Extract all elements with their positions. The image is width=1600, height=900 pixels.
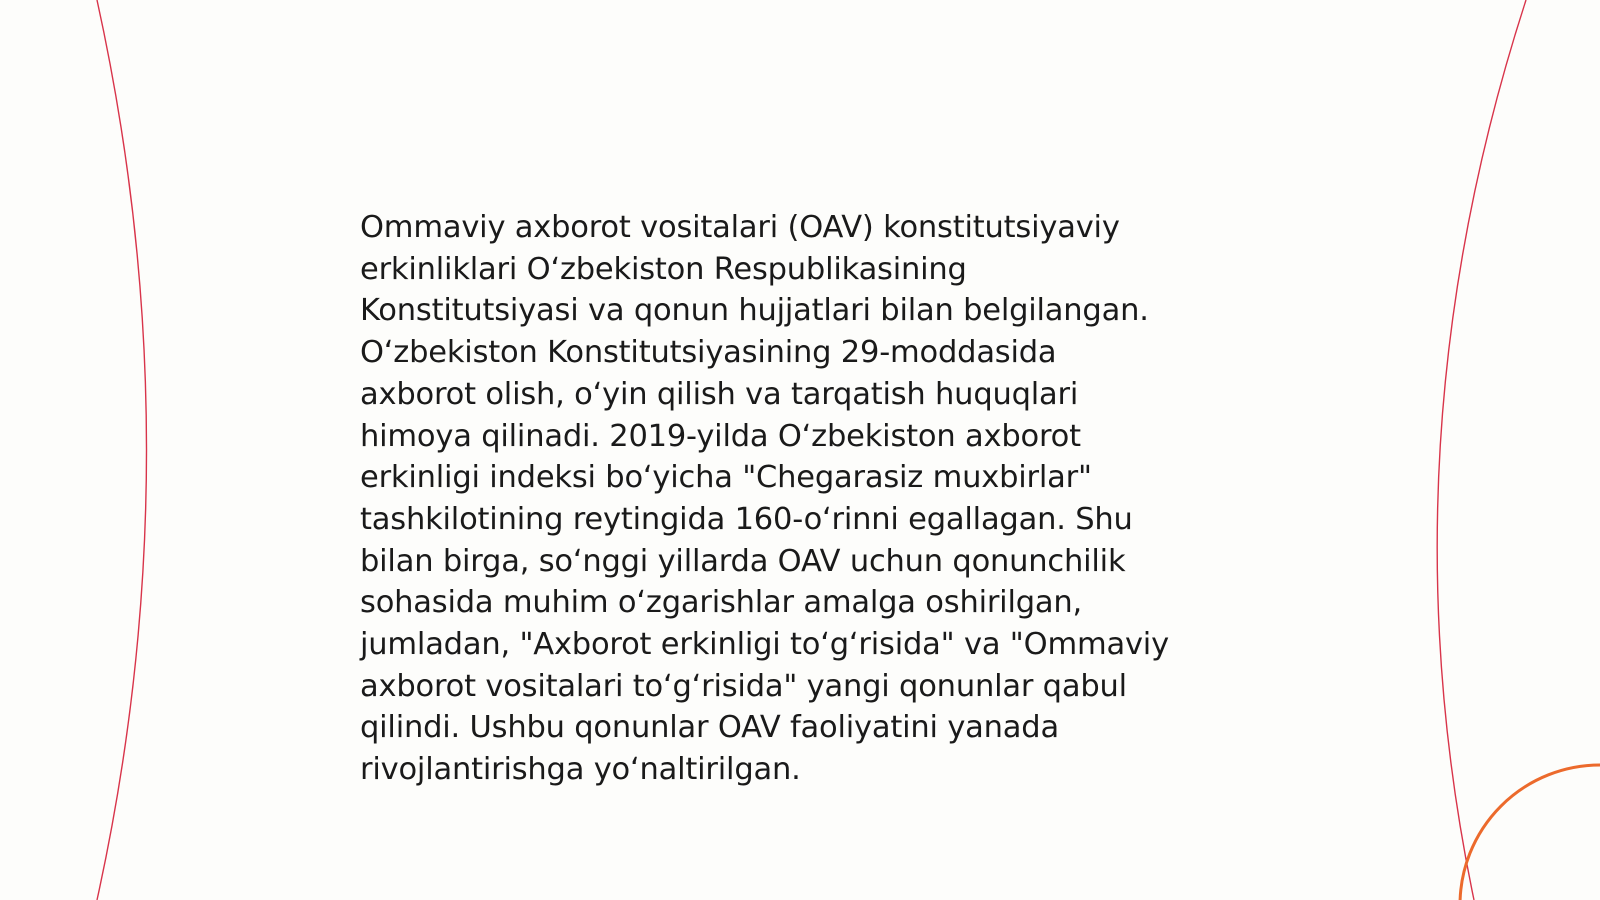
- text-line: Ommaviy axborot vositalari (OAV) konstitutsiyaviy: [360, 210, 1120, 245]
- text-line: qilindi. Ushbu qonunlar OAV faoliyatini yanada: [360, 710, 1059, 746]
- text-line: axborot olish, o‘yin qilish va tarqatish huquqlari: [360, 376, 1079, 412]
- left-decorative-curve: [97, 0, 147, 900]
- text-line: himoya qilinadi. 2019-yilda O‘zbekiston axborot: [360, 418, 1081, 454]
- orange-arc-decoration: [1460, 765, 1600, 900]
- text-line: axborot vositalari to‘g‘risida" yangi qonunlar qabul: [360, 668, 1127, 704]
- text-line: jumladan, "Axborot erkinligi to‘g‘risida" va "Ommaviy: [360, 627, 1169, 663]
- text-line: erkinliklari O‘zbekiston Respublikasining: [360, 251, 967, 287]
- text-line: tashkilotining reytingida 160-o‘rinni egallagan. Shu: [360, 501, 1133, 537]
- text-line: O‘zbekiston Konstitutsiyasining 29-moddasida: [360, 335, 1057, 371]
- text-line: erkinligi indeksi bo‘yicha "Chegarasiz muxbirlar": [360, 460, 1092, 496]
- text-line: sohasida muhim o‘zgarishlar amalga oshirilgan,: [360, 585, 1083, 621]
- text-line: Konstitutsiyasi va qonun hujjatlari bilan belgilangan.: [360, 293, 1149, 329]
- slide-body-text: [360, 207, 1240, 791]
- text-line: bilan birga, so‘nggi yillarda OAV uchun qonunchilik: [360, 543, 1126, 579]
- right-decorative-curve: [1437, 0, 1526, 900]
- text-line: rivojlantirishga yo‘naltirilgan.: [360, 752, 801, 788]
